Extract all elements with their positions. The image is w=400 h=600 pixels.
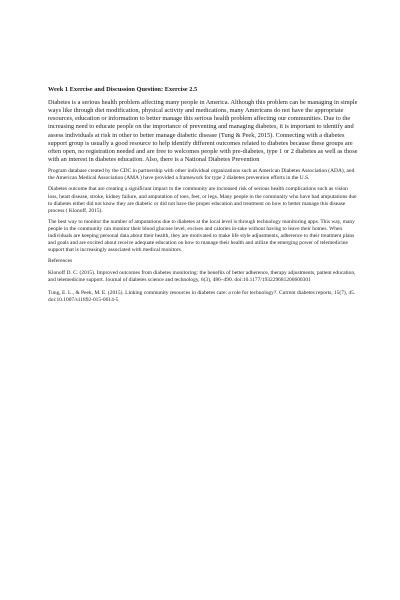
document-page [48, 86, 358, 309]
references-label: References [48, 258, 73, 265]
reference-item-klonoff: Klonoff D. C. (2015). Improved outcomes from diabetes monitoring: the benefits of better adherence, therapy adjustments, patient education, and telemedicine support. Journal of diabetes science and technology, 6(3), 486–490. doi:10.1177/193229681200600301 [48, 270, 356, 284]
paragraph-intro: Diabetes is a serious health problem affecting many people in America. Although this problem can be managing in simple ways like through diet modification, physical activity and medications, many Americans do not have the appropriate resources, education or information to better manage this serious health problem affecting our communities. Due to the increasing need to educate people on the importance of preventing and managing diabetes, it is important to identify and assess individuals at risk in other to better manage diabetic disease (Tung & Peek, 2015). Connecting with a diabetes support group is usually a good resource to help identify different outcomes related to diabetes because these groups are often open, no registration needed and are free to welcomes people with pre-diabetes, type 1 or 2 diabetes as well as those with an interest in diabetes education. Also, there is a National Diabetes Prevention [48, 99, 358, 164]
paragraph-monitoring: The best way to monitor the number of amputations due to diabetes at the local level is through technology monitoring apps. This way, many people in the community can monitor their blood glucose level, excises and calories in-take without having to leave their homes. When individuals are keeping personal data about their health, they are motivated to make life style adjustments, adherence to their treatment plans and goals and are excited about receive adequate education on how to manage their health and utilize the emerging power of telemedicine support that is increasingly associated with medical monitors. [48, 218, 355, 254]
paragraph-cdc-program: Program database created by the CDC in partnership with other individual organizations such as American Diabetes Association (ADA), and the American Medical Association (AMA ) have provided a framework for type 2 diabetes prevention efforts in the U.S. [48, 168, 355, 182]
reference-item-tung: Tung, E. L., & Peek, M. E. (2015). Linking community resources in diabetes care: a role for technology?. Current diabetes reports, 15(7), 45. doi:10.1007/s11892-015-0614-5 [48, 289, 356, 303]
document-heading: Week 1 Exercise and Discussion Question: Exercise 2.5 [48, 86, 198, 93]
paragraph-diabetes-outcomes: Diabetes outcome that are creating a significant impact to the community are increased risk of serious health complications such as vision loss, heart disease, stroke, kidney failure, and amputation of toes, feet, or legs. Many people in the community who have had amputations due to diabetes either did not know they are diabetic or did not have the proper education and treatment on how to better manage this disease process ( Klonoff, 2015). [48, 186, 357, 214]
